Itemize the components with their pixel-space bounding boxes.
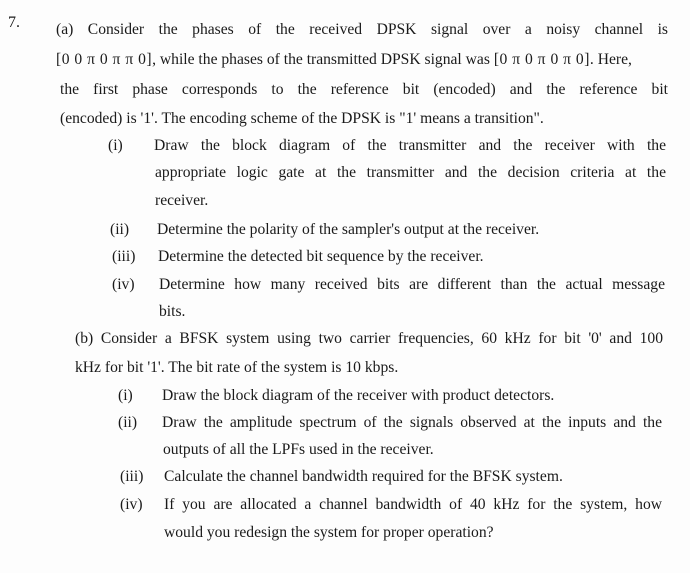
part-a-line-2-mid: , while the phases of the transmitted DPSK signal was — [152, 51, 490, 68]
item-b-iv-line-2: would you redesign the system for proper operation? — [164, 524, 494, 541]
item-b-iv-label: (iv) — [120, 496, 143, 513]
part-a-line-2 — [56, 52, 668, 68]
part-a-line-1: (a) Consider the phases of the received DPSK signal over a noisy channel is — [56, 21, 668, 38]
item-a-iii-line-1: Determine the detected bit sequence by the receiver. — [158, 248, 484, 265]
received-phase-vector: [0 0 π 0 π π 0] — [56, 51, 153, 68]
part-b-line-2: kHz for bit '1'. The bit rate of the system is 10 kbps. — [75, 359, 399, 376]
item-a-ii-line-1: Determine the polarity of the sampler's output at the receiver. — [157, 221, 540, 238]
item-b-ii-label: (ii) — [118, 414, 138, 431]
item-a-iv-line-2: bits. — [159, 303, 186, 320]
item-b-iii-label: (iii) — [120, 468, 144, 485]
item-a-i-line-2: appropriate logic gate at the transmitter and the decision criteria at the — [155, 164, 666, 181]
item-a-i-line-1: Draw the block diagram of the transmitter and the receiver with the — [154, 137, 666, 154]
part-b-line-1: (b) Consider a BFSK system using two carrier frequencies, 60 kHz for bit '0' and 100 — [75, 330, 663, 347]
item-a-iv-line-1: Determine how many received bits are different than the actual message — [159, 276, 665, 293]
item-b-iv-line-1: If you are allocated a channel bandwidth of 40 kHz for the system, how — [164, 496, 662, 513]
item-b-iii-line-1: Calculate the channel bandwidth required for the BFSK system. — [164, 468, 563, 485]
transmitted-phase-vector: [0 π 0 π 0 π 0] — [493, 51, 590, 68]
item-a-i-line-3: receiver. — [155, 192, 209, 209]
item-a-ii-label: (ii) — [110, 221, 130, 238]
item-b-ii-line-2: outputs of all the LPFs used in the receiver. — [163, 441, 434, 458]
item-b-ii-line-1: Draw the amplitude spectrum of the signals observed at the inputs and the — [162, 414, 662, 431]
item-b-i-line-1: Draw the block diagram of the receiver with product detectors. — [162, 387, 555, 404]
part-a-line-3: the first phase corresponds to the reference bit (encoded) and the reference bit — [60, 81, 668, 98]
part-a-line-4: (encoded) is '1'. The encoding scheme of the DPSK is "1' means a transition". — [60, 110, 544, 127]
item-a-iv-label: (iv) — [112, 276, 135, 293]
part-a-line-2-end: . Here, — [589, 51, 632, 68]
item-b-i-label: (i) — [118, 387, 133, 404]
item-a-i-label: (i) — [108, 137, 123, 154]
item-a-iii-label: (iii) — [112, 248, 136, 265]
question-number: 7. — [8, 14, 20, 31]
